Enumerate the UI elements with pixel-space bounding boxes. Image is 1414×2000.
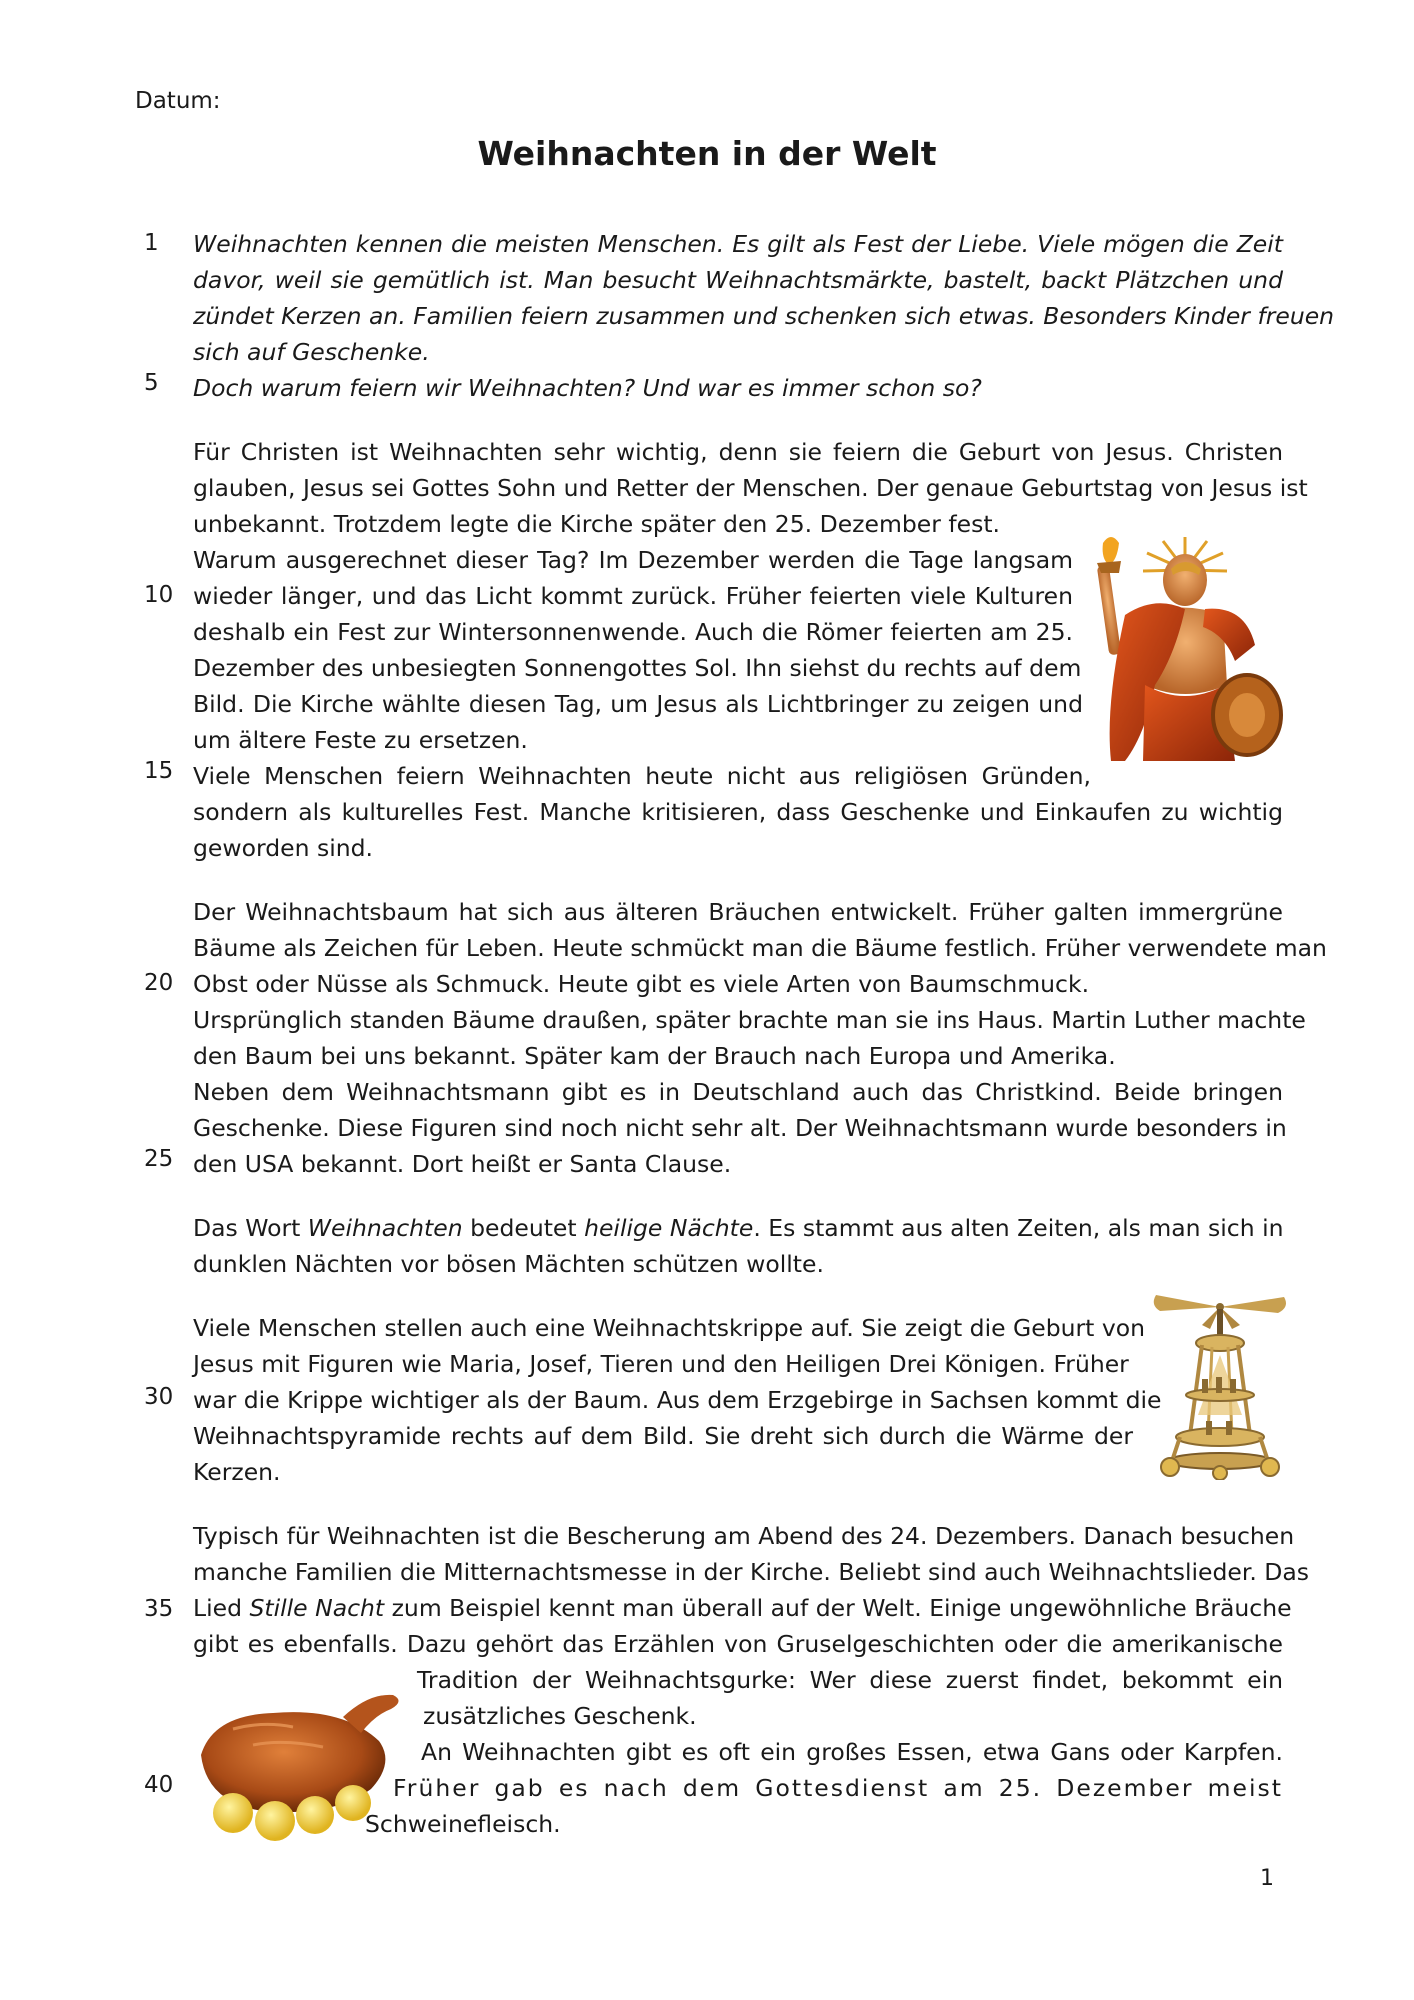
page-title: Weihnachten in der Welt bbox=[477, 134, 937, 173]
text-line: Geschenke. Diese Figuren sind noch nicht sehr alt. Der Weihnachtsmann wurde besonders in bbox=[193, 1114, 1287, 1142]
text-line: Doch warum feiern wir Weihnachten? Und war es immer schon so? bbox=[193, 374, 982, 402]
text-line: unbekannt. Trotzdem legte die Kirche später den 25. Dezember fest. bbox=[193, 510, 1001, 538]
text-line: Weihnachten kennen die meisten Menschen. Es gilt als Fest der Liebe. Viele mögen die Zeit bbox=[193, 230, 1283, 258]
text-run: Lied bbox=[193, 1594, 250, 1622]
text-line: zusätzliches Geschenk. bbox=[423, 1702, 697, 1730]
text-line: geworden sind. bbox=[193, 834, 374, 862]
text-line: Weihnachtspyramide rechts auf dem Bild. Sie dreht sich durch die Wärme der bbox=[193, 1422, 1133, 1450]
text-run: zum Beispiel kennt man überall auf der Welt. Einige ungewöhnliche Bräuche bbox=[384, 1594, 1292, 1622]
text-line: Schweinefleisch. bbox=[365, 1810, 561, 1838]
text-line: um ältere Feste zu ersetzen. bbox=[193, 726, 528, 754]
text-line: gibt es ebenfalls. Dazu gehört das Erzählen von Gruselgeschichten oder die amerikanische bbox=[193, 1630, 1283, 1658]
line-number: 35 bbox=[144, 1596, 174, 1622]
text-line: An Weihnachten gibt es oft ein großes Essen, etwa Gans oder Karpfen. bbox=[421, 1738, 1283, 1766]
line-number: 1 bbox=[144, 230, 159, 256]
line-number: 30 bbox=[144, 1384, 174, 1410]
text-line: Jesus mit Figuren wie Maria, Josef, Tieren und den Heiligen Drei Königen. Früher bbox=[193, 1350, 1129, 1378]
text-run: Das Wort bbox=[193, 1214, 308, 1242]
line-number: 5 bbox=[144, 370, 159, 396]
text-run: bedeutet bbox=[462, 1214, 585, 1242]
line-number: 15 bbox=[144, 758, 174, 784]
text-line: Für Christen ist Weihnachten sehr wichtig, denn sie feiern die Geburt von Jesus. Christen bbox=[193, 438, 1283, 466]
text-line: Bild. Die Kirche wählte diesen Tag, um Jesus als Lichtbringer zu zeigen und bbox=[193, 690, 1083, 718]
line-number: 25 bbox=[144, 1146, 174, 1172]
text-line bbox=[193, 1590, 1292, 1626]
page-number: 1 bbox=[1260, 1866, 1274, 1891]
roast-goose-image bbox=[193, 1685, 408, 1845]
text-run: . Es stammt aus alten Zeiten, als man sich in bbox=[753, 1214, 1284, 1242]
christmas-pyramid-image bbox=[1150, 1285, 1290, 1480]
text-line: davor, weil sie gemütlich ist. Man besucht Weihnachtsmärkte, bastelt, backt Plätzchen und bbox=[193, 266, 1283, 294]
text-line: wieder länger, und das Licht kommt zurück. Früher feierten viele Kulturen bbox=[193, 582, 1073, 610]
text-line: Früher gab es nach dem Gottesdienst am 25. Dezember meist bbox=[393, 1774, 1283, 1802]
emphasis-word: Weihnachten bbox=[307, 1214, 463, 1242]
text-line: Warum ausgerechnet dieser Tag? Im Dezember werden die Tage langsam bbox=[193, 546, 1073, 574]
text-line: glauben, Jesus sei Gottes Sohn und Retter der Menschen. Der genaue Geburtstag von Jesus ist bbox=[193, 474, 1308, 502]
text-line: Bäume als Zeichen für Leben. Heute schmückt man die Bäume festlich. Früher verwendete man bbox=[193, 934, 1327, 962]
text-line: Der Weihnachtsbaum hat sich aus älteren Bräuchen entwickelt. Früher galten immergrüne bbox=[193, 898, 1283, 926]
text-line: den Baum bei uns bekannt. Später kam der Brauch nach Europa und Amerika. bbox=[193, 1042, 1116, 1070]
text-line: zündet Kerzen an. Familien feiern zusammen und schenken sich etwas. Besonders Kinder freuen bbox=[193, 302, 1335, 330]
text-line: Viele Menschen stellen auch eine Weihnachtskrippe auf. Sie zeigt die Geburt von bbox=[193, 1314, 1146, 1342]
text-line: sich auf Geschenke. bbox=[193, 338, 430, 366]
text-line: sondern als kulturelles Fest. Manche kritisieren, dass Geschenke und Einkaufen zu wichtig bbox=[193, 798, 1283, 826]
text-line: Tradition der Weihnachtsgurke: Wer diese zuerst findet, bekommt ein bbox=[417, 1666, 1283, 1694]
line-number: 20 bbox=[144, 970, 174, 996]
text-line bbox=[193, 1210, 1283, 1246]
text-line: Obst oder Nüsse als Schmuck. Heute gibt es viele Arten von Baumschmuck. bbox=[193, 970, 1090, 998]
text-line: manche Familien die Mitternachtsmesse in der Kirche. Beliebt sind auch Weihnachtslieder. Das bbox=[193, 1558, 1310, 1586]
song-title: Stille Nacht bbox=[249, 1594, 385, 1622]
text-line: Kerzen. bbox=[193, 1458, 281, 1486]
text-line: Typisch für Weihnachten ist die Bescherung am Abend des 24. Dezembers. Danach besuchen bbox=[193, 1522, 1295, 1550]
text-line: Ursprünglich standen Bäume draußen, später brachte man sie ins Haus. Martin Luther machte bbox=[193, 1006, 1306, 1034]
text-line: Viele Menschen feiern Weihnachten heute nicht aus religiösen Gründen, bbox=[193, 762, 1091, 790]
text-line: Dezember des unbesiegten Sonnengottes Sol. Ihn siehst du rechts auf dem bbox=[193, 654, 1082, 682]
date-label: Datum: bbox=[135, 88, 221, 114]
text-line: deshalb ein Fest zur Wintersonnenwende. Auch die Römer feierten am 25. bbox=[193, 618, 1073, 646]
line-number: 10 bbox=[144, 582, 174, 608]
text-line: Neben dem Weihnachtsmann gibt es in Deutschland auch das Christkind. Beide bringen bbox=[193, 1078, 1283, 1106]
text-line: war die Krippe wichtiger als der Baum. Aus dem Erzgebirge in Sachsen kommt die bbox=[193, 1386, 1162, 1414]
text-line: den USA bekannt. Dort heißt er Santa Clause. bbox=[193, 1150, 732, 1178]
line-number: 40 bbox=[144, 1772, 174, 1798]
text-line: dunklen Nächten vor bösen Mächten schützen wollte. bbox=[193, 1250, 824, 1278]
emphasis-word: heilige Nächte bbox=[584, 1214, 754, 1242]
sol-sun-god-image bbox=[1085, 535, 1285, 765]
